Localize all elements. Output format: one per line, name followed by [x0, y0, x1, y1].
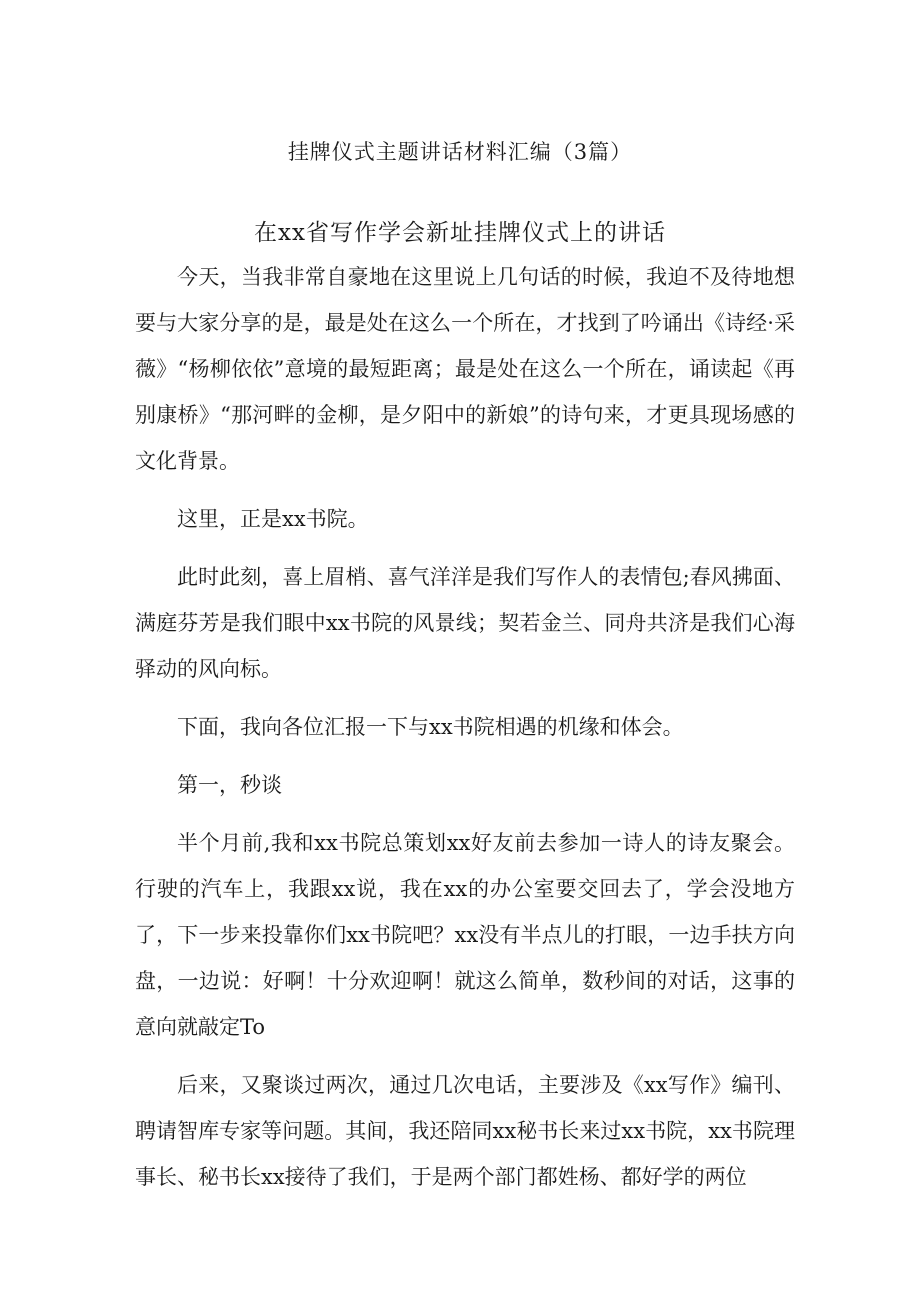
speech-title: 在xx省写作学会新址挂牌仪式上的讲话	[254, 220, 666, 246]
paragraph: 此时此刻，喜上眉梢、喜气洋洋是我们写作人的表情包;春风拂面、满庭芬芳是我们眼中xx书院的风景线；契若金兰、同舟共济是我们心海驿动的风向标。	[135, 565, 795, 681]
document-body	[135, 254, 795, 1212]
document-title: 挂牌仪式主题讲话材料汇编（3篇）	[287, 140, 633, 164]
paragraph: 半个月前,我和xx书院总策划xx好友前去参加一诗人的诗友聚会。行驶的汽车上，我跟xx说，我在xx的办公室要交回去了，学会没地方了，下一步来投靠你们xx书院吧？xx没有半点儿的打眼，一边手扶方向盘，一边说：好啊！十分欢迎啊！就这么简单，数秒间的对话，这事的意向就敲定To	[135, 831, 795, 1039]
paragraph: 后来，又聚谈过两次，通过几次电话，主要涉及《xx写作》编刊、聘请智库专家等问题。其间，我还陪同xx秘书长来过xx书院，xx书院理事长、秘书长xx接待了我们，于是两个部门都姓杨、都好学的两位	[135, 1073, 795, 1189]
paragraph: 下面，我向各位汇报一下与xx书院相遇的机缘和体会。	[177, 715, 684, 739]
section-heading: 第一，秒谈	[177, 773, 282, 797]
paragraph: 今天，当我非常自豪地在这里说上几句话的时候，我迫不及待地想要与大家分享的是，最是处在这么一个所在，才找到了吟诵出《诗经·采薇》“杨柳依依”意境的最短距离；最是处在这么一个所在，诵读起《再别康桥》“那河畔的金柳，是夕阳中的新娘”的诗句来，才更具现场感的文化背景。	[135, 265, 795, 473]
paragraph: 这里，正是xx书院。	[177, 507, 369, 531]
